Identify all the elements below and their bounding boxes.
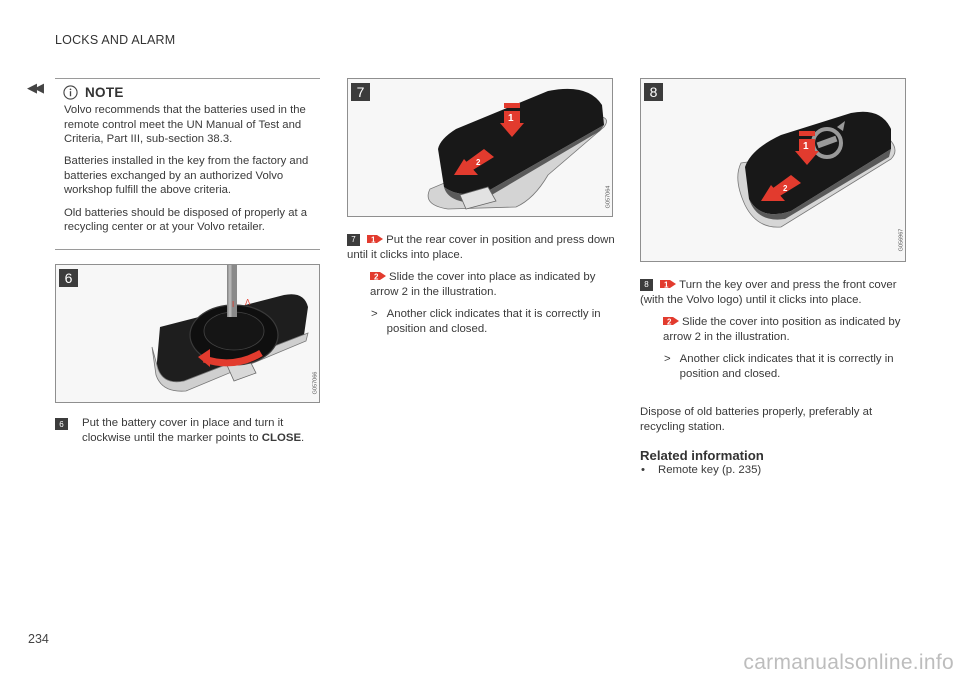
rear-cover-illustration [348, 79, 613, 217]
arrow-badge-2-icon [370, 270, 386, 282]
step-text: Put the battery cover in place and turn it clockwise until the marker points to [82, 417, 284, 444]
step-7 [347, 233, 615, 337]
arrow-badge-1-icon [660, 278, 676, 290]
figure-number: 6 [59, 269, 78, 287]
figure-7 [347, 78, 613, 217]
step-text: Put the rear cover in position and press down until it clicks into place. [347, 234, 615, 261]
figure-number: 7 [351, 83, 370, 101]
section-title: LOCKS AND ALARM [55, 33, 176, 47]
front-cover-illustration [641, 79, 906, 262]
back-arrows-icon[interactable]: ◀◀ [27, 80, 41, 95]
note-paragraph: Batteries installed in the key from the factory and batteries exchanged by an authorized Volvo workshop fulfill the above criteria. [64, 155, 309, 197]
svg-text:2: 2 [783, 184, 788, 193]
dispose-text: Dispose of old batteries properly, preferably at recycling station. [640, 406, 873, 433]
step-number: 7 [347, 234, 360, 246]
figure-code: G056967 [898, 228, 905, 252]
result-marker: > [371, 308, 378, 320]
related-link[interactable]: Remote key (p. 235) [658, 464, 762, 476]
info-icon [63, 85, 78, 100]
dispose-and-related [640, 405, 910, 478]
note-title: NOTE [85, 84, 124, 100]
bullet: • [641, 464, 645, 476]
note-body [55, 101, 320, 235]
note-paragraph: Volvo recommends that the batteries used in the remote control meet the UN Manual of Test and Criteria, Part III, sub-section 38.3. [64, 104, 306, 146]
result-text: Another click indicates that it is correctly in position and closed. [386, 308, 601, 335]
step-result [370, 307, 615, 337]
step-text: Slide the cover into position as indicated by arrow 2 in the illustration. [663, 316, 901, 343]
figure-8 [640, 78, 906, 262]
related-heading: Related information [640, 448, 764, 463]
svg-text:1: 1 [508, 113, 514, 124]
battery-cover-illustration [56, 265, 320, 403]
svg-text:2: 2 [667, 317, 672, 327]
step-result [663, 352, 908, 382]
figure-code: G057064 [605, 185, 612, 209]
page-number: 234 [28, 632, 49, 646]
step-text-end: . [301, 432, 305, 444]
step-8 [640, 278, 908, 382]
note-box [55, 78, 320, 250]
step-text: Slide the cover into place as indicated by arrow 2 in the illustration. [370, 271, 596, 298]
note-paragraph: Old batteries should be disposed of properly at a recycling center or at your Volvo retailer. [64, 206, 308, 234]
watermark: carmanualsonline.info [743, 651, 954, 674]
svg-text:2: 2 [374, 272, 379, 282]
arrow-badge-1-icon [367, 233, 383, 245]
figure-6 [55, 264, 320, 403]
svg-text:Λ: Λ [245, 298, 251, 307]
svg-text:1: 1 [371, 235, 376, 245]
svg-text:1: 1 [664, 280, 669, 290]
step-number: 8 [640, 279, 653, 291]
related-link-item[interactable] [640, 463, 910, 478]
note-header [55, 79, 320, 101]
svg-text:I: I [232, 300, 235, 309]
result-text: Another click indicates that it is correctly in position and closed. [679, 353, 894, 380]
figure-code: G057066 [312, 371, 319, 395]
step-text: Turn the key over and press the front cover (with the Volvo logo) until it clicks into place. [640, 279, 897, 306]
svg-text:1: 1 [803, 141, 809, 152]
arrow-badge-2-icon [663, 315, 679, 327]
figure-number: 8 [644, 83, 663, 101]
step-6 [55, 416, 325, 446]
svg-text:2: 2 [476, 158, 481, 167]
close-label: CLOSE [261, 432, 302, 444]
step-number: 6 [55, 418, 68, 430]
result-marker: > [664, 353, 671, 365]
